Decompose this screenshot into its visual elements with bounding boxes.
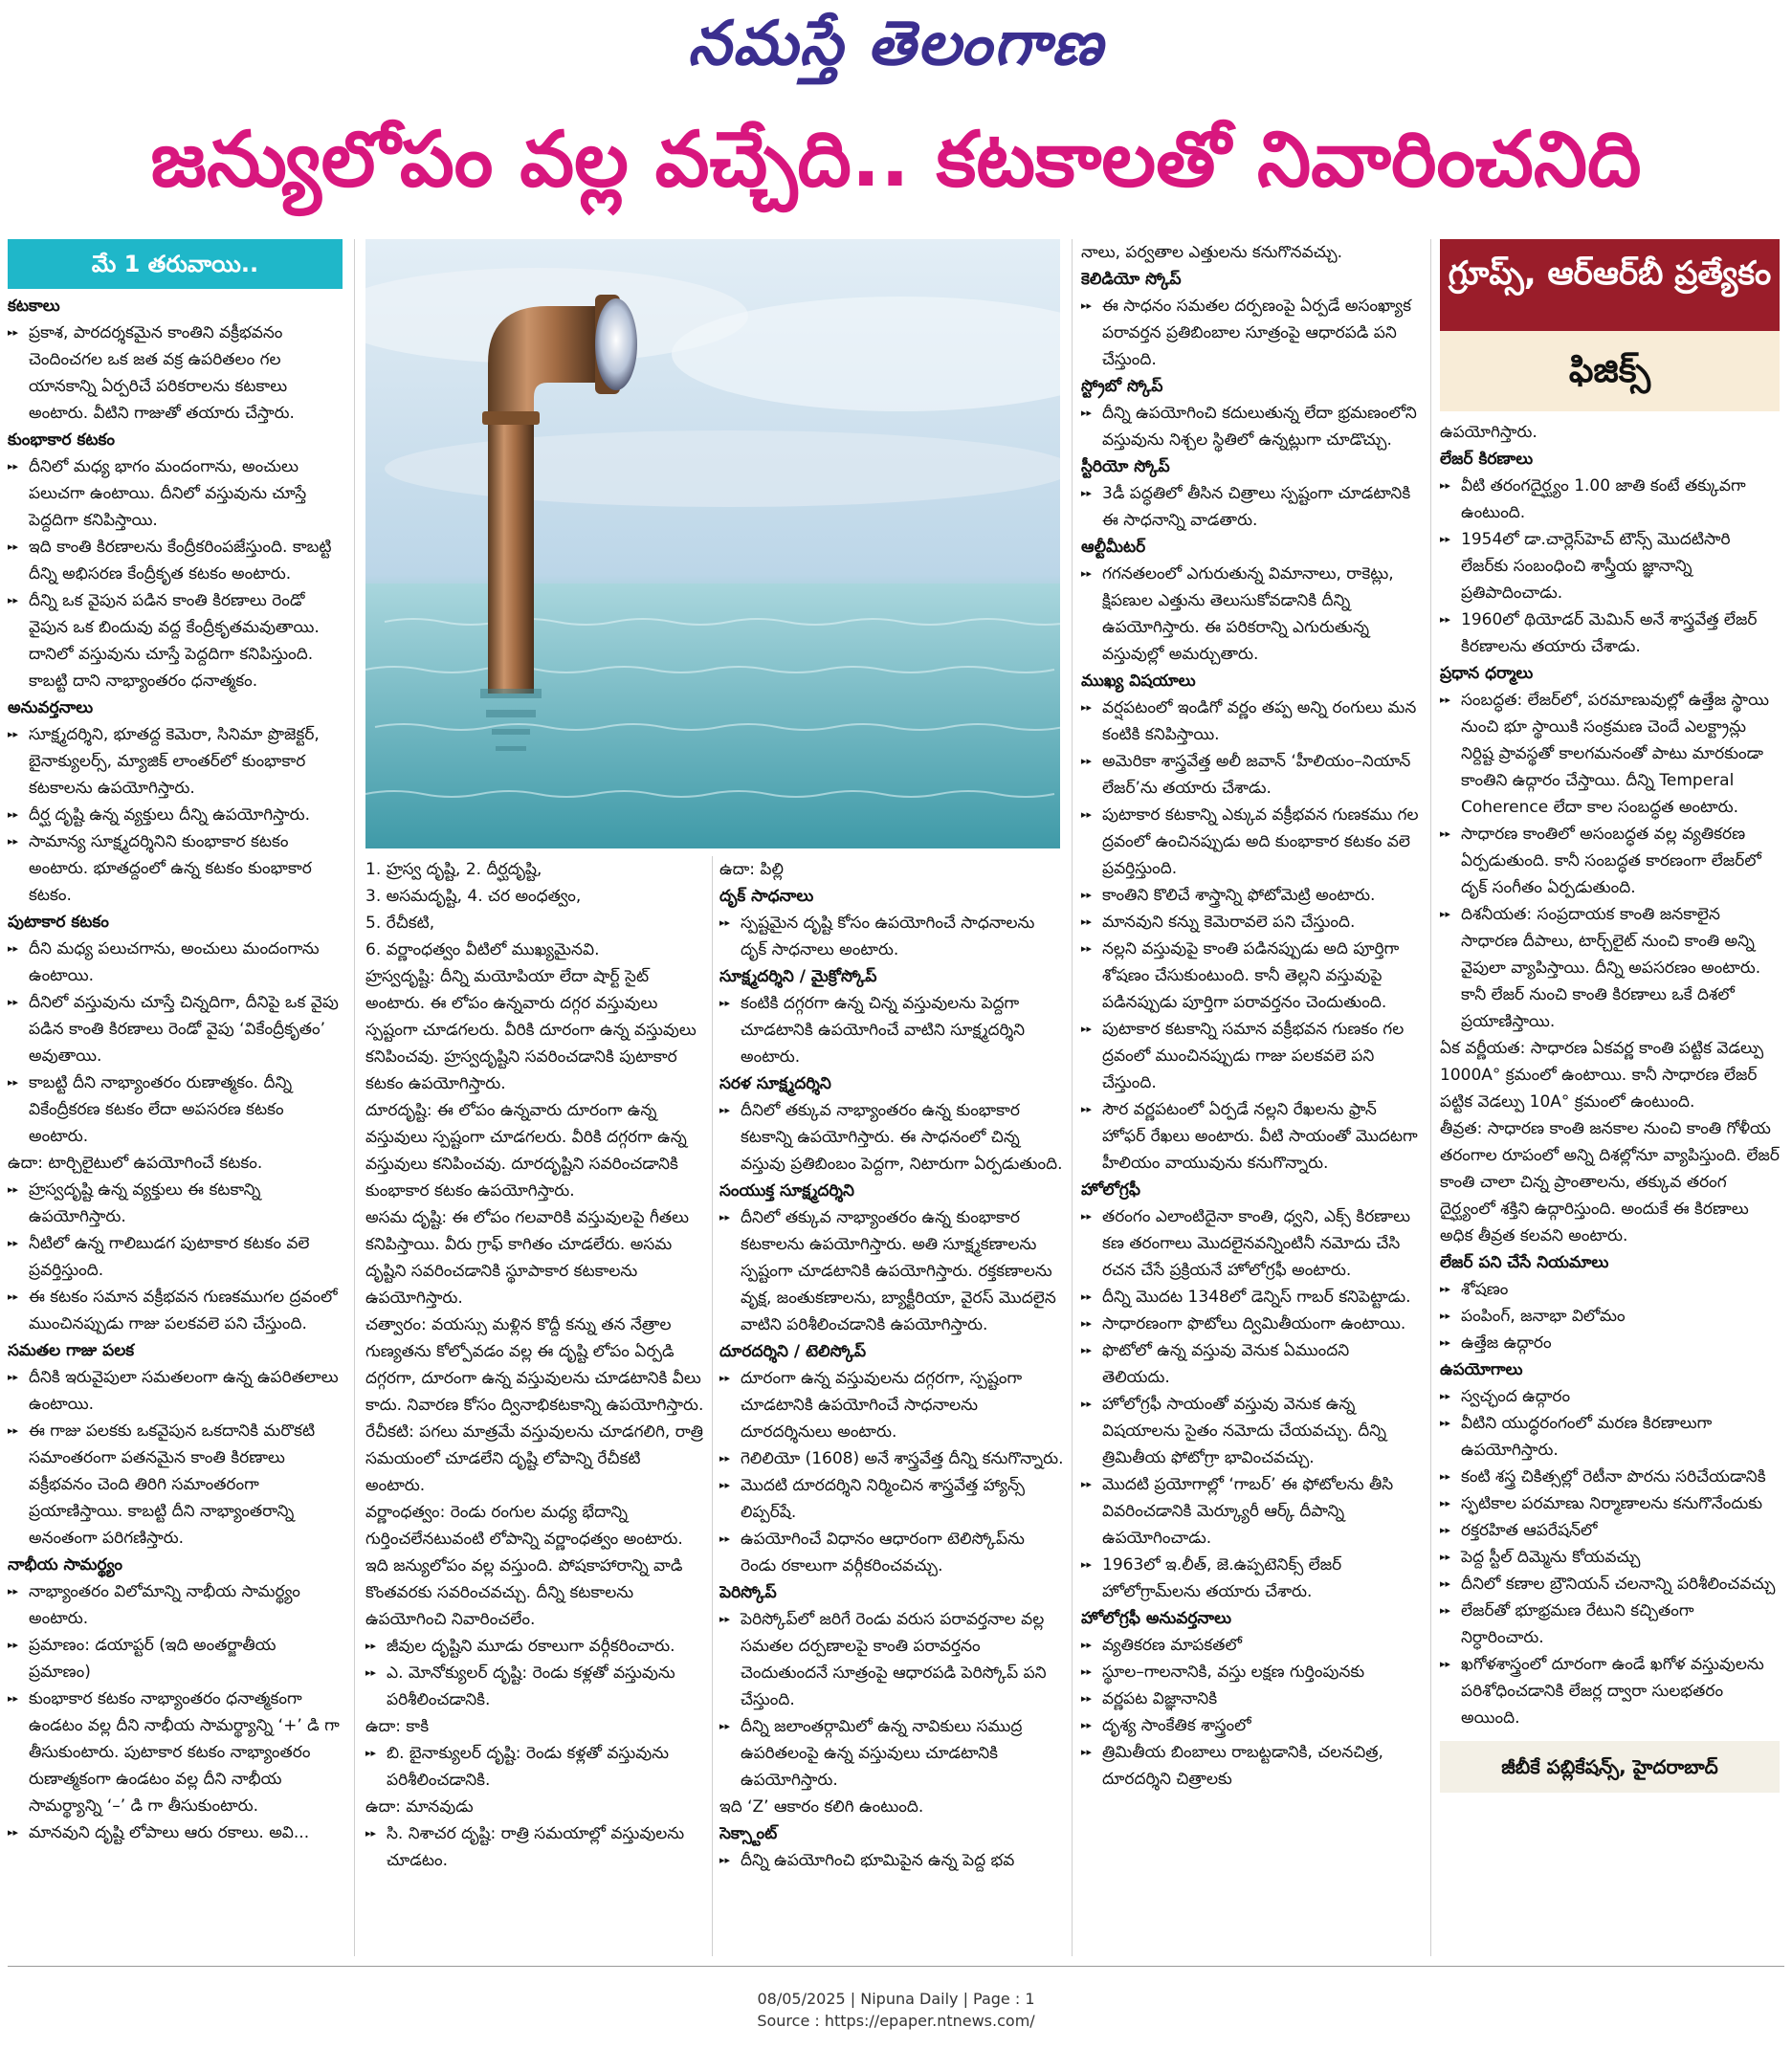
bullet-item: ▸▸ నాభ్యాంతరం విలోమాన్ని నాభీయ సామర్థ్యం అంటారు. [8, 1578, 343, 1632]
section-heading: ముఖ్య విషయాలు [1081, 672, 1196, 691]
section-heading: హోలోగ్రఫీ అనువర్తనాలు [1081, 1609, 1232, 1628]
bullet-item: ▸▸ ప్రమాణం: డయాప్టర్ (ఇది అంతర్జాతీయ ప్రమాణం) [8, 1632, 343, 1685]
bullet-item: ▸▸ వర్ణపట విజ్ఞానానికి [1081, 1685, 1421, 1712]
paragraph: ఉదా: టార్చిలైటులో ఉపయోగించే కటకం. [8, 1154, 263, 1173]
section-heading: సూక్ష్మదర్శిని / మైక్రోస్కోప్ [719, 967, 877, 986]
bullet-item: ▸▸ స్పష్టమైన దృష్టి కోసం ఉపయోగించే సాధనాలను దృక్ సాధనాలు అంటారు. [719, 910, 1064, 963]
column-divider [1430, 239, 1431, 1956]
bullet-item: ▸▸ పంపింగ్, జనాభా విలోమం [1440, 1303, 1780, 1330]
bullet-item: ▸▸ వర్షపటంలో ఇండిగో వర్ణం తప్ప అన్ని రంగులు మన కంటికి కనిపిస్తాయి. [1081, 694, 1421, 748]
section-heading: అనువర్తనాలు [8, 698, 94, 717]
section-heading: సరళ సూక్ష్మదర్శిని [719, 1074, 831, 1093]
bullet-item: ▸▸ హోలోగ్రఫీ సాయంతో వస్తువు వెనుక ఉన్న విషయాలను సైతం నమోదు చేయవచ్చు. దీన్ని త్రిమితీయ ఫోటోగ్రా భావించవచ్చు. [1081, 1391, 1421, 1471]
paragraph: ఇది ‘Z’ ఆకారం కలిగి ఉంటుంది. [719, 1797, 924, 1817]
paragraph: ఏక వర్ణీయత: సాధారణ ఏకవర్ణ కాంతి పట్టిక వెడల్పు 1000A° క్రమంలో ఉంటాయి. కానీ సాధారణ లేజర్ పట్టిక వెడల్పు 10A° క్రమంలో ఉంటుంది. [1440, 1039, 1764, 1112]
paragraph: 5. రేచీకటి, [365, 914, 435, 933]
bullet-item: ▸▸ రక్తరహిత ఆపరేషన్‌లో [1440, 1517, 1780, 1544]
bullet-item: ▸▸ ఉపయోగించే విధానం ఆధారంగా టెలిస్కోప్‌ను రెండు రకాలుగా వర్గీకరించవచ్చు. [719, 1526, 1064, 1579]
paragraph: తీవ్రత: సాధారణ కాంతి జనకాల నుంచి కాంతి గోళీయ తరంగాల రూపంలో అన్ని దిశల్లోనూ వ్యాపిస్తుంది. లేజర్ కాంతి చాలా చిన్న ప్రాంతాలను, తక్కువ తరంగ దైర్ఘ్యంలో శక్తిని ఉద్గారిస్తుంది. అందుకే ఈ కిరణాలు అధిక తీవ్రత కలవని అంటారు. [1440, 1119, 1780, 1245]
bullet-item: ▸▸ దీన్ని ఒక వైపున పడిన కాంతి కిరణాలు రెండో వైపున ఒక బిందువు వద్ద కేంద్రీకృతమవుతాయి. దానిలో వస్తువును చూస్తే పెద్దదిగా కనిపిస్తుంది. కాబట్టి దాని నాభ్యాంతరం ధనాత్మకం. [8, 587, 343, 694]
column-divider [712, 856, 713, 1956]
masthead-logo: నమస్తే తెలంగాణ [687, 8, 1105, 79]
bullet-item: ▸▸ దీనిలో తక్కువ నాభ్యాంతరం ఉన్న కుంభాకార కటకాలను ఉపయోగిస్తారు. అతి సూక్ష్మకణాలను స్పష్టంగా చూడటానికి ఉపయోగిస్తారు. రక్తకణాలను వృక్ష, జంతుకణాలను, బ్యాక్టీరియా, వైరస్ మొదలైన వాటిని పరిశీలించడానికి ఉపయోగిస్తారు. [719, 1204, 1064, 1338]
bullet-item: ▸▸ దీనిలో కణాల బ్రౌనియన్ చలనాన్ని పరిశీలించవచ్చు [1440, 1571, 1780, 1597]
bullet-item: ▸▸ దీర్ఘ దృష్టి ఉన్న వ్యక్తులు దీన్ని ఉపయోగిస్తారు. [8, 802, 343, 828]
bullet-item: ▸▸ కుంభాకార కటకం నాభ్యాంతరం ధనాత్మకంగా ఉండటం వల్ల దీని నాభీయ సామర్థ్యాన్ని ‘+’ డి గా తీసుకుంటారు. పుటాకార కటకం నాభ్యాంతరం రుణాత్మకంగా ఉండటం వల్ల దీని నాభీయ సామర్థ్యాన్ని ‘–’ డి గా తీసుకుంటారు. [8, 1685, 343, 1819]
bullet-item: ▸▸ కంటి శస్త్ర చికిత్సల్లో రెటీనా పొరను సరిచేయడానికి [1440, 1464, 1780, 1490]
bullet-item: ▸▸ దీనిలో మధ్య భాగం మందంగాను, అంచులు పలుచగా ఉంటాయి. దీనిలో వస్తువును చూస్తే పెద్దదిగా కనిపిస్తాయి. [8, 453, 343, 534]
bullet-item: ▸▸ దీని మధ్య పలుచగాను, అంచులు మందంగాను ఉంటాయి. [8, 936, 343, 989]
bullet-item: ▸▸ శోషణం [1440, 1276, 1780, 1303]
bullet-item: ▸▸ దిశనీయత: సంప్రదాయక కాంతి జనకాలైన సాధారణ దీపాలు, టార్చ్‌లైట్ నుంచి కాంతి అన్ని వైపులా వ్యాపిస్తాయి. దీన్ని అపసరణం అంటారు. కానీ లేజర్ నుంచి కాంతి కిరణాలు ఒకే దిశలో ప్రయాణిస్తాయి. [1440, 901, 1780, 1035]
bullet-item: ▸▸ బి. బైనాక్యులర్ దృష్టి: రెండు కళ్లతో వస్తువును పరిశీలించడానికి. [365, 1740, 705, 1794]
periscope-photo [365, 239, 1060, 848]
footer-rule [8, 1966, 1784, 1967]
bullet-item: ▸▸ మొదటి దూరదర్శిని నిర్మించిన శాస్త్రవేత్త హ్యాన్స్ లిప్పర్‌షే. [719, 1472, 1064, 1526]
bullet-item: ▸▸ ఈ సాధనం సమతల దర్పణంపై ఏర్పడే అసంఖ్యాక పరావర్తన ప్రతిబింబాల సూత్రంపై ఆధారపడి పని చేస్తుంది. [1081, 293, 1421, 373]
section-heading: పెరిస్కోప్ [719, 1583, 777, 1602]
bullet-item: ▸▸ ఖగోళశాస్త్రంలో దూరంగా ఉండే ఖగోళ వస్తువులను పరిశోధించడానికి లేజర్ల ద్వారా సులభతరం అయింది. [1440, 1651, 1780, 1731]
article-headline: జన్యులోపం వల్ల వచ్చేది.. కటకాలతో నివారించనిది [150, 115, 1642, 204]
section-heading: ప్రధాన ధర్మాలు [1440, 664, 1534, 683]
paragraph: 6. వర్ణాంధత్వం వీటిలో ముఖ్యమైనవి. [365, 940, 600, 959]
paragraph: వర్ణాంధత్వం: రెండు రంగుల మధ్య భేదాన్ని గుర్తించలేనటువంటి లోపాన్ని వర్ణాంధత్వం అంటారు. ఇది జన్యులోపం వల్ల వస్తుంది. పోషకాహారాన్ని వాడి కొంతవరకు సవరించవచ్చు. దీన్ని కటకాలను ఉపయోగించి నివారించలేం. [365, 1503, 683, 1629]
paragraph: ఉపయోగిస్తారు. [1440, 423, 1538, 442]
column-divider [354, 239, 355, 1956]
section-heading: ఉపయోగాలు [1440, 1360, 1523, 1379]
publisher-credit: జీబీకే పబ్లికేషన్స్, హైదరాబాద్ [1440, 1741, 1780, 1793]
bullet-item: ▸▸ లేజర్‌తో భూభ్రమణ రేటుని కచ్చితంగా నిర్ధారించారు. [1440, 1597, 1780, 1651]
article-column-1 [8, 239, 343, 1956]
section-heading: సెక్స్టాంట్ [719, 1824, 778, 1843]
column-4-body [1081, 239, 1421, 1793]
bullet-item: ▸▸ కాబట్టి దీని నాభ్యాంతరం రుణాత్మకం. దీన్ని వికేంద్రీకరణ కటకం లేదా అపసరణ కటకం అంటారు. [8, 1069, 343, 1150]
bullet-item: ▸▸ సామాన్య సూక్ష్మదర్శినిని కుంభాకార కటకం అంటారు. భూతద్దంలో ఉన్న కటకం కుంభాకార కటకం. [8, 828, 343, 909]
bullet-item: ▸▸ ఈ గాజు పలకకు ఒకవైపున ఒకదానికి మరొకటి సమాంతరంగా పతనమైన కాంతి కిరణాలు వక్రీభవనం చెంది తిరిగి సమాంతరంగా ప్రయాణిస్తాయి. కాబట్టి దీని నాభ్యాంతరాన్ని అనంతంగా పరిగణిస్తారు. [8, 1418, 343, 1552]
bullet-item: ▸▸ పుటాకార కటకాన్ని సమాన వక్రీభవన గుణకం గల ద్రవంలో ముంచినప్పుడు గాజు పలకవలె పని చేస్తుంది. [1081, 1016, 1421, 1096]
paragraph: నాలు, పర్వతాల ఎత్తులను కనుగొనవచ్చు. [1081, 243, 1343, 262]
paragraph: 1. హ్రస్వ దృష్టి, 2. దీర్ఘదృష్టి, [365, 860, 542, 879]
bullet-item: ▸▸ గెలిలియో (1608) అనే శాస్త్రవేత్త దీన్ని కనుగొన్నారు. [719, 1445, 1064, 1472]
section-heading: ఆల్టీమీటర్ [1081, 538, 1146, 557]
bullet-item: ▸▸ వీటిని యుద్ధరంగంలో మరణ కిరణాలుగా ఉపయోగిస్తారు. [1440, 1410, 1780, 1464]
bullet-item: ▸▸ సి. నిశాచర దృష్టి: రాత్రి సమయాల్లో వస్తువులను చూడటం. [365, 1820, 705, 1874]
bullet-item: ▸▸ స్ఫటికాల పరమాణు నిర్మాణాలను కనుగొనేందుకు [1440, 1490, 1780, 1517]
footer-source-link[interactable]: Source : https://epaper.ntnews.com/ [757, 2012, 1035, 2030]
section-heading: హోలోగ్రఫీ [1081, 1180, 1140, 1200]
bullet-item: ▸▸ నల్లని వస్తువుపై కాంతి పడినప్పుడు అది పూర్తిగా శోషణం చేసుకుంటుంది. కానీ తెల్లని వస్తువుపై పడినప్పుడు పూర్తిగా పరావర్తనం చెందుతుంది. [1081, 936, 1421, 1016]
section-heading: పుటాకార కటకం [8, 913, 109, 932]
bullet-item: ▸▸ వీటి తరంగదైర్ఘ్యం 1.00 జాతి కంటే తక్కువగా ఉంటుంది. [1440, 473, 1780, 526]
bullet-item: ▸▸ 3డీ పద్ధతిలో తీసిన చిత్రాలు స్పష్టంగా చూడటానికి ఈ సాధనాన్ని వాడతారు. [1081, 480, 1421, 534]
bullet-item: ▸▸ సౌర వర్ణపటంలో ఏర్పడే నల్లని రేఖలను ఫ్రాన్ హోఫర్ రేఖలు అంటారు. వీటి సాయంతో మొదటగా హీలియం వాయువును కనుగొన్నారు. [1081, 1096, 1421, 1177]
paragraph: ఉదా: పిల్లి [719, 860, 784, 879]
bullet-item: ▸▸ ఫొటోలో ఉన్న వస్తువు వెనుక ఏముందని తెలియదు. [1081, 1337, 1421, 1391]
bullet-item: ▸▸ ఇది కాంతి కిరణాలను కేంద్రీకరింపజేస్తుంది. కాబట్టి దీన్ని అభిసరణ కేంద్రీకృత కటకం అంటారు. [8, 534, 343, 587]
bullet-item: ▸▸ తరంగం ఎలాంటిదైనా కాంతి, ధ్వని, ఎక్స్ కిరణాలు కణ తరంగాలు మొదలైనవన్నింటినీ నమోదు చేసి రచన చేసే ప్రక్రియనే హోలోగ్రఫీ అంటారు. [1081, 1203, 1421, 1284]
bullet-item: ▸▸ 1954లో డా.చార్లెస్‌హెచ్ టౌన్స్ మొదటిసారి లేజర్‌కు సంబంధించి శాస్త్రీయ జ్ఞానాన్ని ప్రతిపాదించాడు. [1440, 526, 1780, 606]
bullet-item: ▸▸ ఎ. మోనోక్యులర్ దృష్టి: రెండు కళ్లతో వస్తువును పరిశీలించడానికి. [365, 1660, 705, 1713]
bullet-item: ▸▸ దీన్ని జలాంతర్గామిలో ఉన్న నావికులు సముద్ర ఉపరితలంపై ఉన్న వస్తువులు చూడటానికి ఉపయోగిస్తారు. [719, 1713, 1064, 1794]
column-divider [1072, 239, 1073, 1956]
column-3-body [719, 856, 1064, 1874]
column-1-body [8, 293, 343, 1846]
bullet-item: ▸▸ ప్రకాశ, పారదర్శకమైన కాంతిని వక్రీభవనం చెందించగల ఒక జత వక్ర ఉపరితలం గల యానకాన్ని ఏర్పరిచే పరికరాలను కటకాలు అంటారు. వీటిని గాజుతో తయారు చేస్తారు. [8, 319, 343, 427]
bullet-item: ▸▸ మానవుని దృష్టి లోపాలు ఆరు రకాలు. అవి... [8, 1819, 343, 1846]
bullet-item: ▸▸ దృశ్య సాంకేతిక శాస్త్రంలో [1081, 1712, 1421, 1739]
footer-date-page: 08/05/2025 | Nipuna Daily | Page : 1 [757, 1990, 1035, 2008]
bullet-item: ▸▸ దీన్ని మొదట 1348లో డెన్నిస్ గాబర్ కనిపెట్టాడు. [1081, 1284, 1421, 1311]
bullet-item: ▸▸ దూరంగా ఉన్న వస్తువులను దగ్గరగా, స్పష్టంగా చూడటానికి ఉపయోగించే సాధనాలను దూరదర్శినులు అంటారు. [719, 1365, 1064, 1445]
article-column-2 [365, 856, 705, 1951]
bullet-item: ▸▸ పెద్ద స్టీల్ దిమ్మెను కోయవచ్చు [1440, 1544, 1780, 1571]
periscope-illustration [365, 239, 1060, 848]
bullet-item: ▸▸ దీన్ని ఉపయోగించి కదులుతున్న లేదా భ్రమణంలోని వస్తువును నిశ్చల స్థితిలో ఉన్నట్లుగా చూడొచ్చు. [1081, 400, 1421, 453]
bullet-item: ▸▸ సాధారణ కాంతిలో అసంబద్ధత వల్ల వ్యతికరణ ఏర్పడుతుంది. కానీ సంబద్ధత కారణంగా లేజర్‌లో దృక్ సంగీతం ఏర్పడుతుంది. [1440, 821, 1780, 901]
paragraph: 3. అసమదృష్టి, 4. చర అంధత్వం, [365, 887, 582, 906]
bullet-item: ▸▸ గగనతలంలో ఎగురుతున్న విమానాలు, రాకెట్లు, క్షిపణుల ఎత్తును తెలుసుకోవడానికి దీన్ని ఉపయోగిస్తారు. ఈ పరికరాన్ని ఎగురుతున్న వస్తువుల్లో అమర్చుతారు. [1081, 561, 1421, 668]
bullet-item: ▸▸ స్వచ్ఛంద ఉద్గారం [1440, 1383, 1780, 1410]
paragraph: అసమ దృష్టి: ఈ లోపం గలవారికి వస్తువులపై గీతలు కనిపిస్తాయి. వీరు గ్రాఫ్ కాగితం చూడలేరు. అసమ దృష్టిని సవరించడానికి స్థూపాకార కటకాలను ఉపయోగిస్తారు. [365, 1208, 690, 1308]
article-column-4 [1081, 239, 1421, 1956]
promo-banner-title: గ్రూప్స్, ఆర్‌ఆర్‌బీ ప్రత్యేకం [1440, 239, 1780, 331]
section-heading: కుంభాకార కటకం [8, 430, 115, 450]
article-column-3 [719, 856, 1064, 1951]
section-heading: కటకాలు [8, 297, 60, 316]
bullet-item: ▸▸ పుటాకార కటకాన్ని ఎక్కువ వక్రీభవన గుణకము గల ద్రవంలో ఉంచినప్పుడు అది కుంభాకార కటకం వలె ప్రవర్తిస్తుంది. [1081, 802, 1421, 882]
paragraph: దూరదృష్టి: ఈ లోపం ఉన్నవారు దూరంగా ఉన్న వస్తువులు స్పష్టంగా చూడగలరు. వీరికి దగ్గరగా ఉన్న వస్తువులు కనిపించవు. దూరదృష్టిని సవరించడానికి కుంభాకార కటకం ఉపయోగిస్తారు. [365, 1101, 687, 1201]
bullet-item: ▸▸ దీనిలో వస్తువును చూస్తే చిన్నదిగా, దీనిపై ఒక వైపు పడిన కాంతి కిరణాలు రెండో వైపు ‘వికేంద్రీకృతం’ అవుతాయి. [8, 989, 343, 1069]
paragraph: ఉదా: మానవుడు [365, 1797, 474, 1817]
section-heading: స్టీరియో స్కోప్ [1081, 457, 1170, 476]
bullet-item: ▸▸ స్థూల–గాలనానికి, వస్తు లక్షణ గుర్తింపునకు [1081, 1659, 1421, 1685]
bullet-item: ▸▸ దీనికి ఇరువైపులా సమతలంగా ఉన్న ఉపరితలాలు ఉంటాయి. [8, 1364, 343, 1418]
paragraph: ఉదా: కాకి [365, 1717, 430, 1736]
bullet-item: ▸▸ హ్రస్వదృష్టి ఉన్న వ్యక్తులు ఈ కటకాన్ని ఉపయోగిస్తారు. [8, 1177, 343, 1230]
bullet-item: ▸▸ వ్యతికరణ మాపకతలో [1081, 1632, 1421, 1659]
bullet-item: ▸▸ జీవుల దృష్టిని మూడు రకాలుగా వర్గీకరించారు. [365, 1633, 705, 1660]
promo-banner-subject: ఫిజిక్స్ [1440, 331, 1780, 411]
bullet-item: ▸▸ పెరిస్కోప్‌లో జరిగే రెండు వరుస పరావర్తనాల వల్ల సమతల దర్పణాలపై కాంతి పరావర్తనం చెందుతుందనే సూత్రంపై ఆధారపడి పెరిస్కోప్ పని చేస్తుంది. [719, 1606, 1064, 1713]
section-heading: లేజర్ కిరణాలు [1440, 450, 1534, 469]
bullet-item: ▸▸ సూక్ష్మదర్శిని, భూతద్ద కెమెరా, సినిమా ప్రొజెక్టర్, బైనాక్యులర్స్, మ్యాజిక్ లాంతర్‌లో కుంభాకార కటకాలను ఉపయోగిస్తారు. [8, 721, 343, 802]
continued-tab: మే 1 తరువాయి.. [8, 239, 343, 289]
bullet-item: ▸▸ అమెరికా శాస్త్రవేత్త అలీ జవాన్ ‘హీలియం–నియాన్ లేజర్’ను తయారు చేశాడు. [1081, 748, 1421, 802]
bullet-item: ▸▸ 1960లో థియోడర్ మెమిన్ అనే శాస్త్రవేత్త లేజర్ కిరణాలను తయారు చేశాడు. [1440, 606, 1780, 660]
paragraph: చత్వారం: వయస్సు మళ్లిన కొద్దీ కన్ను తన నేత్రాల గుణ్యతను కోల్పోవడం వల్ల ఈ దృష్టి లోపం ఏర్పడి దగ్గరగా, దూరంగా ఉన్న వస్తువులను చూడటానికి వీలు కాదు. నివారణ కోసం ద్వినాభికటకాన్ని ఉపయోగిస్తారు. [365, 1315, 704, 1415]
bullet-item: ▸▸ ఉత్తేజ ఉద్గారం [1440, 1330, 1780, 1356]
section-heading: సంయుక్త సూక్ష్మదర్శిని [719, 1181, 854, 1201]
column-5-body [1440, 419, 1780, 1731]
bullet-item: ▸▸ మానవుని కన్ను కెమెరావలె పని చేస్తుంది. [1081, 909, 1421, 936]
bullet-item: ▸▸ 1963లో ఇ.లీత్, జె.ఉప్పటెనిక్స్ లేజర్ హోలోగ్రామ్‌లను తయారు చేశారు. [1081, 1552, 1421, 1605]
paragraph: రేచీకటి: పగలు మాత్రమే వస్తువులను చూడగలిగి, రాత్రి సమయంలో చూడలేని దృష్టి లోపాన్ని రేచీకటి అంటారు. [365, 1422, 703, 1495]
section-heading: నాభీయ సామర్థ్యం [8, 1555, 122, 1575]
bullet-item: ▸▸ సాధారణంగా ఫొటోలు ద్విమితీయంగా ఉంటాయి. [1081, 1311, 1421, 1337]
bullet-item: ▸▸ కంటికి దగ్గరగా ఉన్న చిన్న వస్తువులను పెద్దగా చూడటానికి ఉపయోగించే వాటిని సూక్ష్మదర్శిని అంటారు. [719, 990, 1064, 1070]
bullet-item: ▸▸ కాంతిని కొలిచే శాస్త్రాన్ని ఫోటోమెట్రి అంటారు. [1081, 882, 1421, 909]
section-heading: దృక్ సాధనాలు [719, 887, 814, 906]
bullet-item: ▸▸ దీన్ని ఉపయోగించి భూమిపైన ఉన్న పెద్ద భవ [719, 1847, 1064, 1874]
section-heading: సమతల గాజు పలక [8, 1341, 135, 1360]
bullet-item: ▸▸ సంబద్ధత: లేజర్‌లో, పరమాణువుల్లో ఉత్తేజ స్థాయి నుంచి భూ స్థాయికి సంక్రమణ చెందే ఎలక్ట్రాన్లు నిర్దిష్ట ప్రావస్థతో కాలగమనంతో పాటు మారకుండా కాంతిని ఉద్గారం చేస్తాయి. దీన్ని Temperal Coherence లేదా కాల సంబద్ధత అంటారు. [1440, 687, 1780, 821]
bullet-item: ▸▸ ఈ కటకం సమాన వక్రీభవన గుణకముగల ద్రవంలో ముంచినప్పుడు గాజు పలకవలె పని చేస్తుంది. [8, 1284, 343, 1337]
bullet-item: ▸▸ మొదటి ప్రయోగాల్లో ‘గాబర్’ ఈ ఫోటోలను తీసి వివరించడానికి మెర్క్యూరీ ఆర్క్ దీపాన్ని ఉపయోగించాడు. [1081, 1471, 1421, 1552]
bullet-item: ▸▸ దీనిలో తక్కువ నాభ్యాంతరం ఉన్న కుంభాకార కటకాన్ని ఉపయోగిస్తారు. ఈ సాధనంలో చిన్న వస్తువు ప్రతిబింబం పెద్దగా, నిటారుగా ఏర్పడుతుంది. [719, 1097, 1064, 1178]
section-heading: స్ట్రోబో స్కోప్ [1081, 377, 1163, 396]
section-heading: లేజర్ పని చేసే నియమాలు [1440, 1253, 1609, 1272]
column-2-body [365, 856, 705, 1874]
article-column-5 [1440, 239, 1780, 1956]
bullet-item: ▸▸ నీటిలో ఉన్న గాలిబుడగ పుటాకార కటకం వలె ప్రవర్తిస్తుంది. [8, 1230, 343, 1284]
section-heading: దూరదర్శిని / టెలిస్కోప్ [719, 1342, 867, 1361]
paragraph: హ్రస్వదృష్టి: దీన్ని మయోపియా లేదా షార్ట్ సైట్ అంటారు. ఈ లోపం ఉన్నవారు దగ్గర వస్తువులు స్పష్టంగా చూడగలరు. వీరికి దూరంగా ఉన్న వస్తువులు కనిపించవు. హ్రస్వదృష్టిని సవరించడానికి పుటాకార కటకం ఉపయోగిస్తారు. [365, 967, 697, 1093]
section-heading: కెలిడియో స్కోప్ [1081, 270, 1182, 289]
bullet-item: ▸▸ త్రిమితీయ బింబాలు రాబట్టడానికి, చలనచిత్ర, దూరదర్శిని చిత్రాలకు [1081, 1739, 1421, 1793]
